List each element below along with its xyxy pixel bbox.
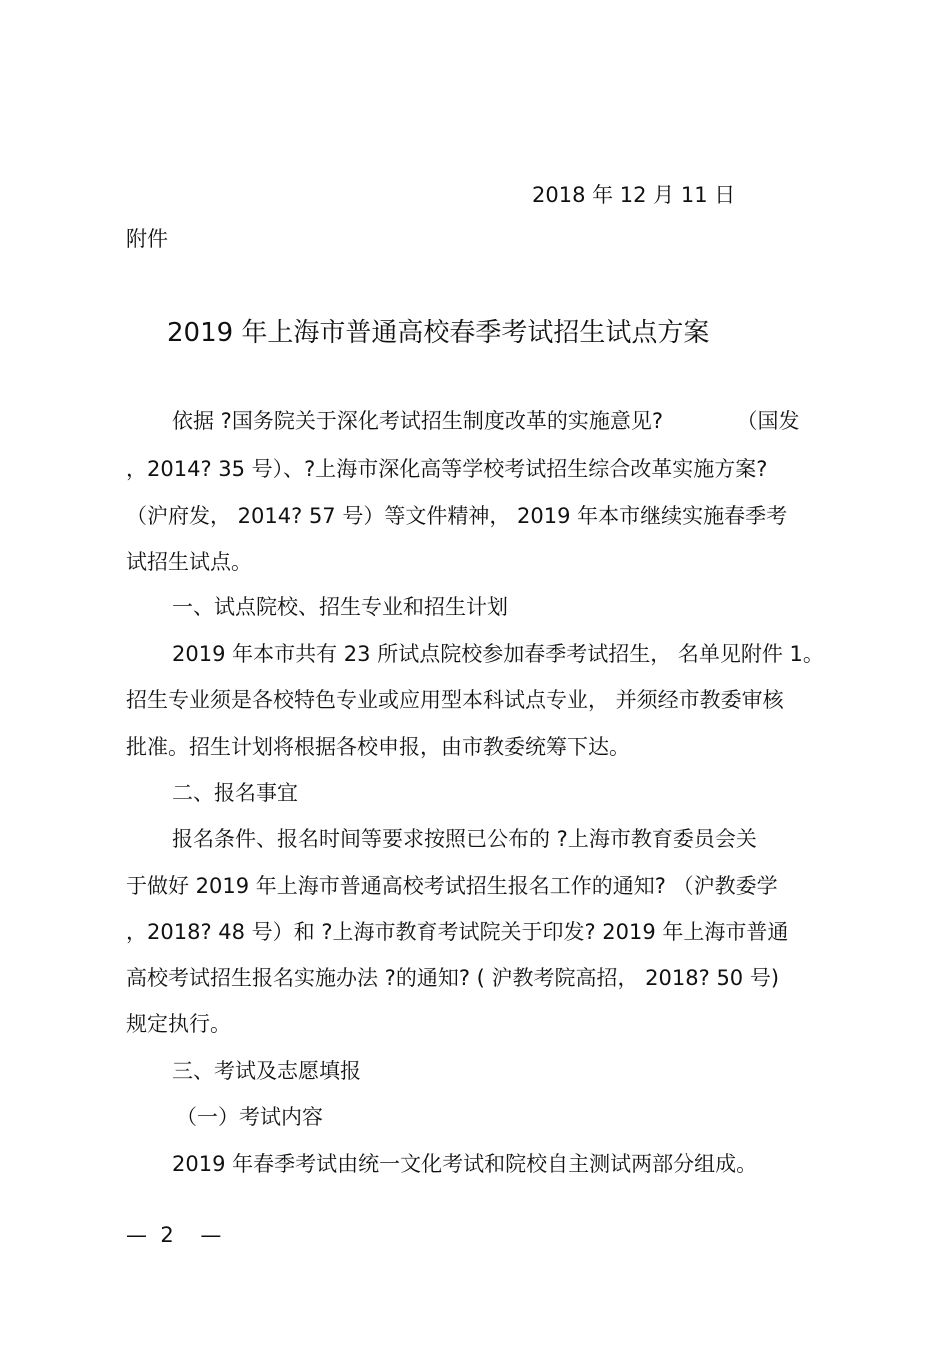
- document-date: 2018 年 12 月 11 日: [532, 183, 736, 207]
- section-heading-3: 三、考试及志愿填报: [172, 1059, 361, 1083]
- paragraph-line: 报名条件、报名时间等要求按照已公布的 ?上海市教育委员会关: [172, 827, 757, 851]
- page-number: — 2 —: [126, 1223, 222, 1247]
- section-heading-1: 一、试点院校、招生专业和招生计划: [172, 595, 508, 619]
- paragraph-line: （沪府发， 2014? 57 号）等文件精神， 2019 年本市继续实施春季考: [126, 504, 788, 528]
- document-title: 2019 年上海市普通高校春季考试招生试点方案: [167, 318, 710, 348]
- paragraph-line: 规定执行。: [126, 1012, 231, 1036]
- paragraph-line: ，2018? 48 号）和 ?上海市教育考试院关于印发? 2019 年上海市普通: [126, 920, 789, 944]
- subsection-heading: （一）考试内容: [176, 1105, 323, 1129]
- paragraph-line: 依据 ?国务院关于深化考试招生制度改革的实施意见? （国发: [172, 409, 800, 433]
- attachment-label: 附件: [126, 227, 168, 251]
- section-heading-2: 二、报名事宜: [172, 781, 298, 805]
- paragraph-line: 批准。招生计划将根据各校申报，由市教委统筹下达。: [126, 735, 630, 759]
- paragraph-line: 招生专业须是各校特色专业或应用型本科试点专业， 并须经市教委审核: [126, 688, 784, 712]
- paragraph-line: 于做好 2019 年上海市普通高校考试招生报名工作的通知? （沪教委学: [126, 874, 778, 898]
- paragraph-line: 高校考试招生报名实施办法 ?的通知? ( 沪教考院高招， 2018? 50 号): [126, 966, 780, 990]
- paragraph-line: 试招生试点。: [126, 550, 252, 574]
- paragraph-line: ，2014? 35 号）、?上海市深化高等学校考试招生综合改革实施方案?: [126, 457, 768, 481]
- paragraph-line: 2019 年本市共有 23 所试点院校参加春季考试招生， 名单见附件 1。: [172, 642, 824, 666]
- paragraph-line: 2019 年春季考试由统一文化考试和院校自主测试两部分组成。: [172, 1152, 758, 1176]
